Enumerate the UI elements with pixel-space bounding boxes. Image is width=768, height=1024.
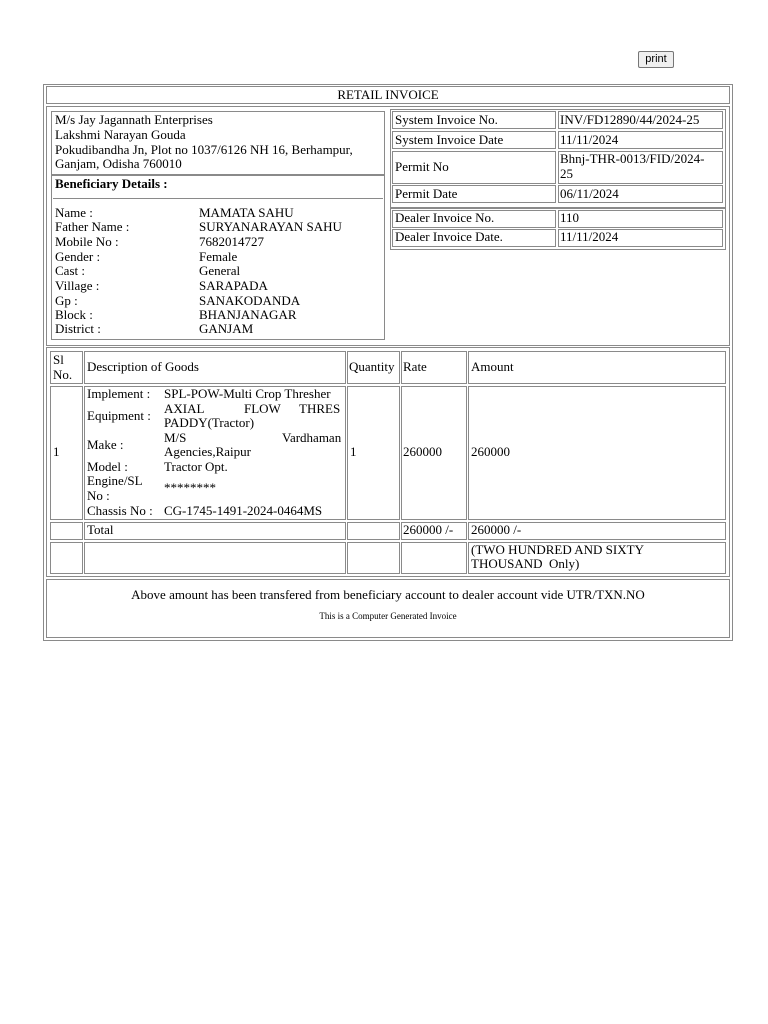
equipment-value-word2: FLOW [244, 401, 281, 416]
words-description-cell [84, 542, 346, 574]
goods-item-sl: 1 [53, 444, 60, 459]
beneficiary-heading: Beneficiary Details : [55, 176, 168, 191]
equipment-value-word1: AXIAL [164, 401, 205, 416]
permit-date-value: 06/11/2024 [560, 186, 619, 201]
dealer-invoice-date-value: 11/11/2024 [560, 229, 619, 244]
make-value-word2: Vardhaman [282, 430, 342, 445]
goods-item-rate: 260000 [403, 444, 442, 459]
goods-header-rate: Rate [403, 359, 427, 374]
total-label: Total [87, 522, 114, 537]
total-label-cell [84, 522, 346, 540]
dealer-invoice-no-value: 110 [560, 210, 580, 225]
total-amount: 260000 /- [471, 522, 522, 537]
dealer-invoice-date-label: Dealer Invoice Date. [395, 229, 503, 244]
dealer-address-line2: Ganjam, Odisha 760010 [55, 156, 182, 171]
goods-header-amount: Amount [471, 359, 514, 374]
total-sl-cell [50, 522, 83, 540]
engine-value: ******** [164, 480, 216, 495]
transfer-note: Above amount has been transfered from beneficiary account to dealer account vide UTR/TXN.NO [131, 587, 645, 602]
amount-in-words-line2: THOUSAND Only) [471, 556, 580, 571]
beneficiary-value-gp: SANAKODANDA [199, 293, 301, 308]
dealer-name: M/s Jay Jagannath Enterprises [55, 112, 213, 127]
make-label: Make : [87, 437, 124, 452]
print-button[interactable]: print [638, 51, 674, 68]
beneficiary-value-village: SARAPADA [199, 278, 268, 293]
goods-item-amount: 260000 [471, 444, 510, 459]
goods-header-quantity: Quantity [349, 359, 395, 374]
dealer-invoice-no-cell [558, 210, 723, 228]
total-quantity-cell [347, 522, 400, 540]
beneficiary-divider [53, 198, 383, 199]
chassis-label: Chassis No : [87, 503, 153, 518]
make-value-word1: M/S [164, 430, 187, 445]
beneficiary-value-father-name: SURYANARAYAN SAHU [199, 219, 342, 234]
system-invoice-date-value: 11/11/2024 [560, 132, 619, 147]
chassis-value: CG-1745-1491-2024-0464MS [164, 503, 323, 518]
implement-label: Implement : [87, 386, 151, 401]
total-rate: 260000 /- [403, 522, 454, 537]
permit-date-label: Permit Date [395, 186, 458, 201]
words-rate-cell [401, 542, 467, 574]
system-invoice-no-value: INV/FD12890/44/2024-25 [560, 112, 700, 127]
model-label: Model : [87, 459, 128, 474]
dealer-proprietor: Lakshmi Narayan Gouda [55, 127, 186, 142]
dealer-address-line1: Pokudibandha Jn, Plot no 1037/6126 NH 16, Berhampur, [55, 142, 353, 157]
permit-no-value-line2: 25 [560, 166, 573, 181]
goods-header-description: Description of Goods [87, 359, 199, 374]
beneficiary-label-name: Name : [55, 205, 93, 220]
beneficiary-label-block: Block : [55, 307, 93, 322]
beneficiary-value-gender: Female [199, 249, 238, 264]
beneficiary-value-cast: General [199, 263, 241, 278]
beneficiary-value-block: BHANJANAGAR [199, 307, 297, 322]
system-invoice-date-label: System Invoice Date [395, 132, 504, 147]
beneficiary-label-village: Village : [55, 278, 100, 293]
equipment-value-line2: PADDY(Tractor) [164, 415, 255, 430]
equipment-value-word3: THRES [299, 401, 341, 416]
permit-no-label: Permit No [395, 159, 449, 174]
engine-label-line1: Engine/SL [87, 473, 143, 488]
goods-header-sl-line1: Sl [53, 352, 64, 367]
implement-value: SPL-POW-Multi Crop Thresher [164, 386, 331, 401]
goods-item-quantity: 1 [350, 444, 357, 459]
dealer-invoice-no-label: Dealer Invoice No. [395, 210, 495, 225]
words-sl-cell [50, 542, 83, 574]
engine-label-line2: No : [87, 488, 110, 503]
beneficiary-label-mobile: Mobile No : [55, 234, 119, 249]
beneficiary-label-gp: Gp : [55, 293, 78, 308]
beneficiary-value-district: GANJAM [199, 321, 254, 336]
beneficiary-label-district: District : [55, 321, 101, 336]
make-value-line2: Agencies,Raipur [164, 444, 252, 459]
computer-generated-note: This is a Computer Generated Invoice [319, 611, 457, 621]
system-invoice-no-label: System Invoice No. [395, 112, 498, 127]
goods-header-sl-line2: No. [53, 367, 73, 382]
beneficiary-value-name: MAMATA SAHU [199, 205, 294, 220]
beneficiary-label-father-name: Father Name : [55, 219, 130, 234]
beneficiary-value-mobile: 7682014727 [199, 234, 264, 249]
words-quantity-cell [347, 542, 400, 574]
beneficiary-label-cast: Cast : [55, 263, 85, 278]
model-value: Tractor Opt. [164, 459, 228, 474]
invoice-title: RETAIL INVOICE [337, 87, 439, 102]
amount-in-words-line1: (TWO HUNDRED AND SIXTY [471, 542, 644, 557]
beneficiary-label-gender: Gender : [55, 249, 101, 264]
equipment-label: Equipment : [87, 408, 151, 423]
permit-no-value-line1: Bhnj-THR-0013/FID/2024- [560, 151, 705, 166]
